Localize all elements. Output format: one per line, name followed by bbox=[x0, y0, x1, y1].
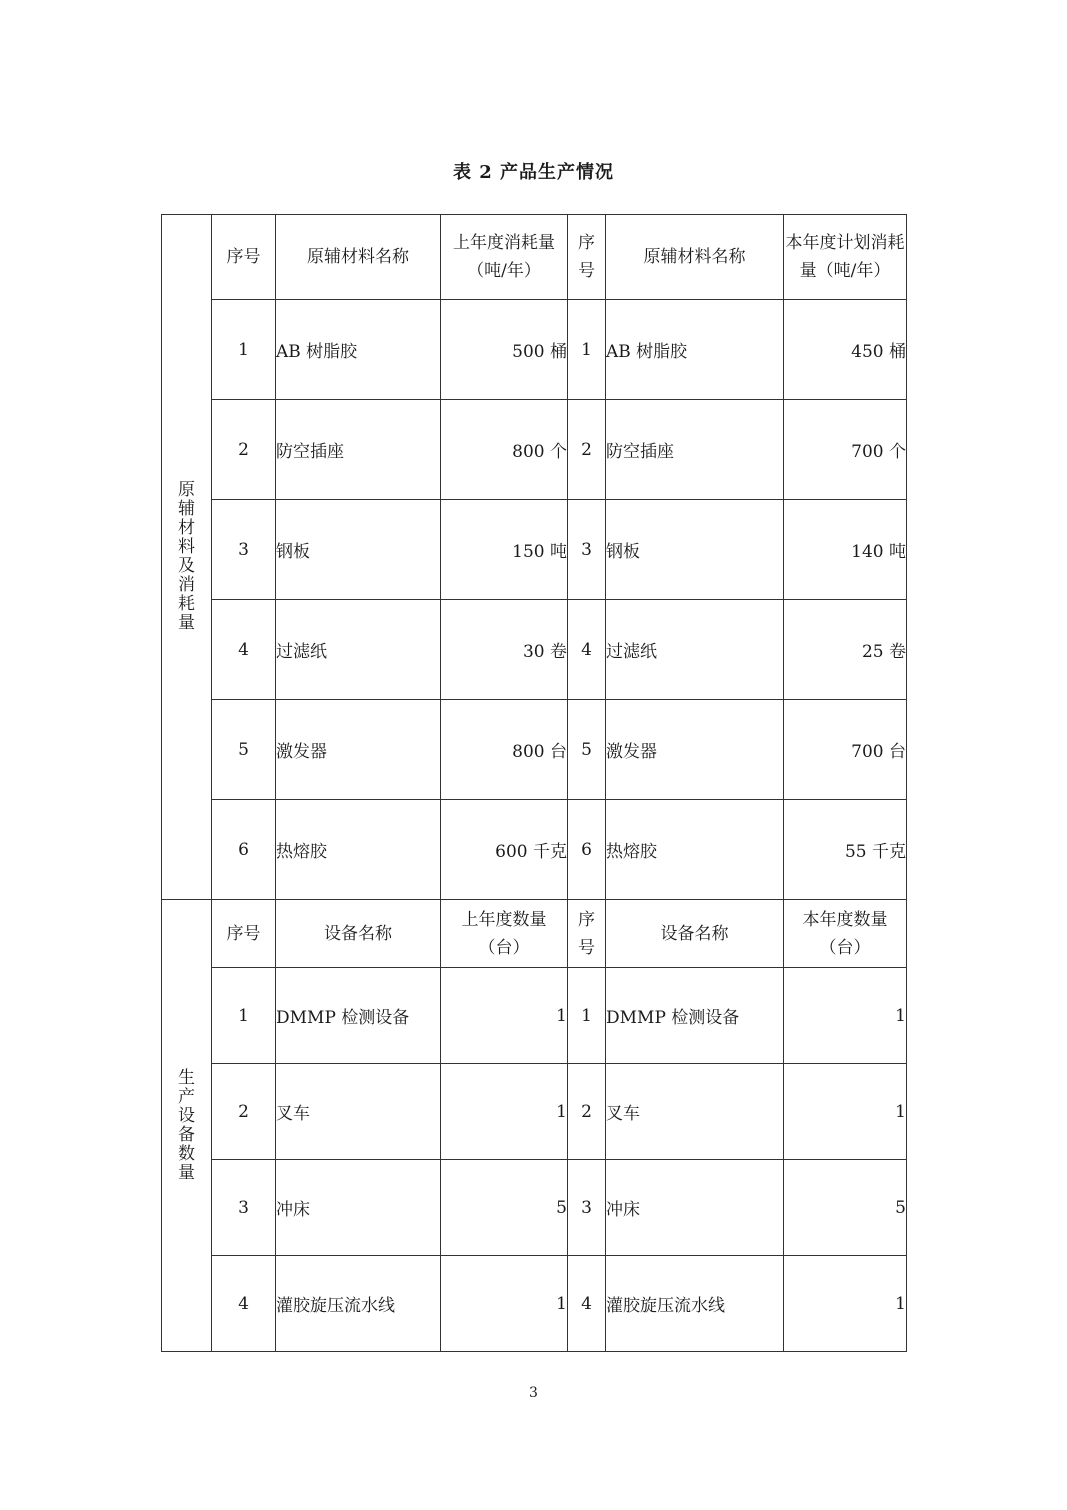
materials-header-row bbox=[162, 215, 907, 300]
equipment-header-row bbox=[162, 900, 907, 968]
row-idx-2: 1 bbox=[568, 968, 606, 1064]
header-planned-consumption: 本年度计划消耗量（吨/年） bbox=[784, 215, 907, 300]
table-row bbox=[162, 1160, 907, 1256]
row-idx: 1 bbox=[212, 300, 276, 400]
row-name: AB 树脂胶 bbox=[276, 300, 441, 400]
row-idx-2: 5 bbox=[568, 700, 606, 800]
row-name-2: 激发器 bbox=[606, 700, 784, 800]
row-last-year-value: 600 千克 bbox=[441, 800, 568, 900]
production-table bbox=[161, 214, 907, 1352]
table-row bbox=[162, 400, 907, 500]
row-name: 防空插座 bbox=[276, 400, 441, 500]
row-idx-2: 2 bbox=[568, 400, 606, 500]
header-equipment-name: 设备名称 bbox=[276, 900, 441, 968]
row-idx-2: 1 bbox=[568, 300, 606, 400]
equipment-section-label: 生产设备数量 bbox=[162, 900, 212, 1352]
table-row bbox=[162, 700, 907, 800]
row-name-2: 灌胶旋压流水线 bbox=[606, 1256, 784, 1352]
table-row bbox=[162, 500, 907, 600]
row-this-year-value: 140 吨 bbox=[784, 500, 907, 600]
header-material-name-2: 原辅材料名称 bbox=[606, 215, 784, 300]
row-name: 激发器 bbox=[276, 700, 441, 800]
row-this-year-value: 1 bbox=[784, 1064, 907, 1160]
row-name-2: 冲床 bbox=[606, 1160, 784, 1256]
row-this-year-value: 700 个 bbox=[784, 400, 907, 500]
row-idx: 1 bbox=[212, 968, 276, 1064]
table-row bbox=[162, 600, 907, 700]
row-idx: 4 bbox=[212, 600, 276, 700]
row-idx-2: 6 bbox=[568, 800, 606, 900]
row-last-year-value: 150 吨 bbox=[441, 500, 568, 600]
row-this-year-value: 700 台 bbox=[784, 700, 907, 800]
table-title: 表 2 产品生产情况 bbox=[452, 162, 615, 183]
row-this-year-value: 55 千克 bbox=[784, 800, 907, 900]
page-number: 3 bbox=[529, 1385, 538, 1401]
row-this-year-value: 5 bbox=[784, 1160, 907, 1256]
row-name-2: DMMP 检测设备 bbox=[606, 968, 784, 1064]
table-row bbox=[162, 300, 907, 400]
table-row bbox=[162, 800, 907, 900]
row-idx: 2 bbox=[212, 1064, 276, 1160]
row-this-year-value: 1 bbox=[784, 1256, 907, 1352]
table-row bbox=[162, 968, 907, 1064]
header-material-name: 原辅材料名称 bbox=[276, 215, 441, 300]
row-idx: 5 bbox=[212, 700, 276, 800]
row-name: 灌胶旋压流水线 bbox=[276, 1256, 441, 1352]
row-idx: 4 bbox=[212, 1256, 276, 1352]
row-last-year-value: 5 bbox=[441, 1160, 568, 1256]
header-this-year-quantity: 本年度数量（台） bbox=[784, 900, 907, 968]
row-name-2: 热熔胶 bbox=[606, 800, 784, 900]
row-name-2: 防空插座 bbox=[606, 400, 784, 500]
row-idx: 6 bbox=[212, 800, 276, 900]
row-this-year-value: 25 卷 bbox=[784, 600, 907, 700]
row-idx-2: 3 bbox=[568, 500, 606, 600]
row-last-year-value: 30 卷 bbox=[441, 600, 568, 700]
row-idx-2: 2 bbox=[568, 1064, 606, 1160]
header-last-year-consumption: 上年度消耗量（吨/年） bbox=[441, 215, 568, 300]
row-name: 冲床 bbox=[276, 1160, 441, 1256]
header-idx: 序号 bbox=[212, 215, 276, 300]
row-last-year-value: 1 bbox=[441, 968, 568, 1064]
row-name: 热熔胶 bbox=[276, 800, 441, 900]
table-row bbox=[162, 1256, 907, 1352]
header-last-year-quantity: 上年度数量（台） bbox=[441, 900, 568, 968]
row-idx-2: 4 bbox=[568, 600, 606, 700]
header-equipment-name-2: 设备名称 bbox=[606, 900, 784, 968]
row-idx: 3 bbox=[212, 500, 276, 600]
row-last-year-value: 800 个 bbox=[441, 400, 568, 500]
row-last-year-value: 500 桶 bbox=[441, 300, 568, 400]
row-last-year-value: 800 台 bbox=[441, 700, 568, 800]
row-name-2: AB 树脂胶 bbox=[606, 300, 784, 400]
row-idx: 2 bbox=[212, 400, 276, 500]
row-last-year-value: 1 bbox=[441, 1064, 568, 1160]
row-name: DMMP 检测设备 bbox=[276, 968, 441, 1064]
row-name: 叉车 bbox=[276, 1064, 441, 1160]
row-name-2: 钢板 bbox=[606, 500, 784, 600]
header-idx: 序号 bbox=[212, 900, 276, 968]
materials-section-label: 原辅材料及消耗量 bbox=[162, 215, 212, 900]
row-last-year-value: 1 bbox=[441, 1256, 568, 1352]
row-this-year-value: 450 桶 bbox=[784, 300, 907, 400]
row-idx: 3 bbox=[212, 1160, 276, 1256]
row-name-2: 叉车 bbox=[606, 1064, 784, 1160]
row-name: 过滤纸 bbox=[276, 600, 441, 700]
row-idx-2: 4 bbox=[568, 1256, 606, 1352]
header-idx-2: 序号 bbox=[568, 900, 606, 968]
table-row bbox=[162, 1064, 907, 1160]
row-idx-2: 3 bbox=[568, 1160, 606, 1256]
row-this-year-value: 1 bbox=[784, 968, 907, 1064]
header-idx-2: 序号 bbox=[568, 215, 606, 300]
row-name: 钢板 bbox=[276, 500, 441, 600]
row-name-2: 过滤纸 bbox=[606, 600, 784, 700]
